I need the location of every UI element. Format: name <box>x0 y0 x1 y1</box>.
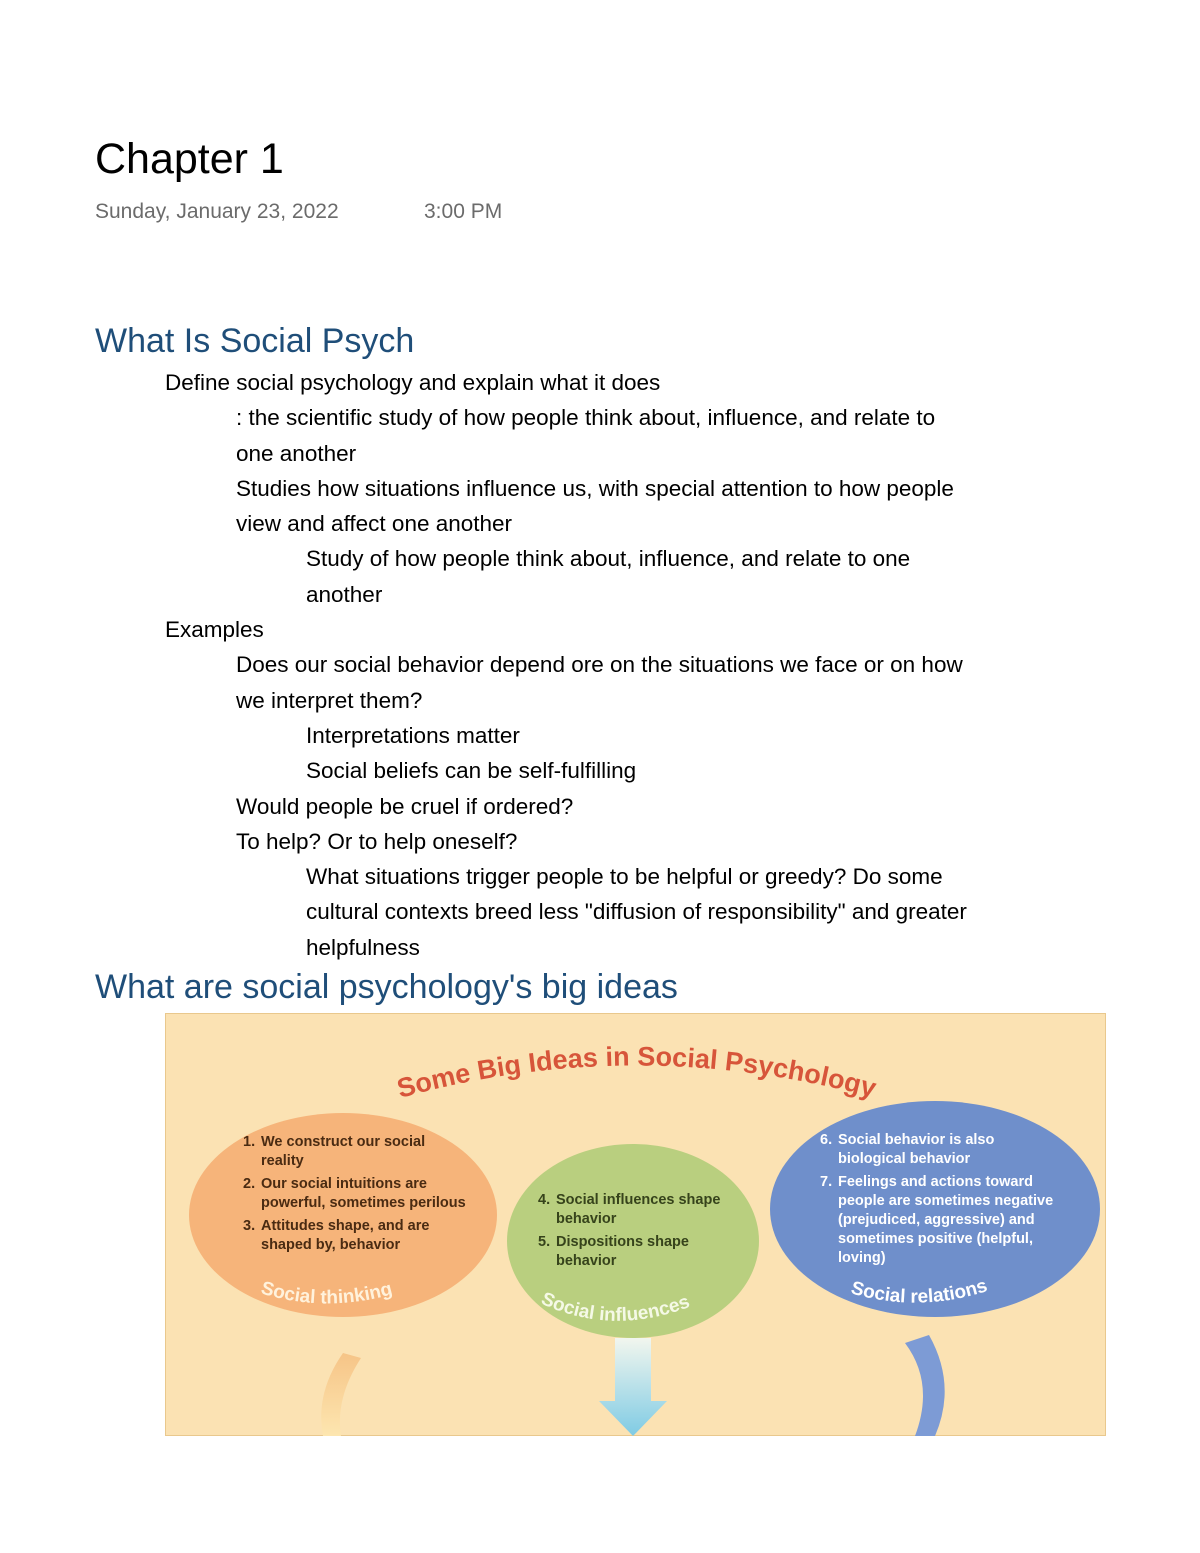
idea-item: 4. Social influences shape behavior <box>538 1192 721 1227</box>
outline-line: : the scientific study of how people think about, influence, and relate to <box>236 405 936 431</box>
outline-line: Define social psychology and explain what it does <box>165 370 661 395</box>
outline-line: helpfulness <box>306 934 420 960</box>
outline-line: view and affect one another <box>236 511 513 537</box>
idea-item: 7. Feelings and actions toward people are sometimes negative (prejudiced, aggressive) and sometimes positive (helpful, loving) <box>820 1174 1054 1266</box>
social-relations-label: Social relations <box>848 1275 990 1308</box>
idea-item: 1. We construct our social reality <box>243 1134 426 1169</box>
big-ideas-figure <box>165 1013 1106 1436</box>
figure-title: Some Big Ideas in Social Psychology <box>393 1041 880 1104</box>
relations-arrow <box>905 1335 945 1436</box>
outline-notes <box>95 365 1115 965</box>
outline-line: Does our social behavior depend ore on the situations we face or on how <box>236 652 963 678</box>
social-thinking-items <box>243 1133 468 1259</box>
thinking-arrow <box>321 1353 361 1436</box>
note-date: Sunday, January 23, 2022 <box>95 200 339 223</box>
social-relations-items <box>820 1131 1060 1272</box>
idea-item: 3. Attitudes shape, and are shaped by, behavior <box>243 1218 430 1253</box>
outline-line: Would people be cruel if ordered? <box>236 793 574 819</box>
svg-text:Some Big Ideas in Social Psych <box>394 1041 879 1103</box>
social-thinking-label: Social thinking <box>258 1277 395 1309</box>
outline-line: Social beliefs can be self-fulfilling <box>306 758 637 784</box>
outline-line: one another <box>236 440 357 466</box>
section-heading-what-is-social-psych: What Is Social Psych <box>95 322 415 360</box>
idea-item: 2. Our social intuitions are powerful, sometimes perilous <box>243 1176 466 1211</box>
outline-line: Studies how situations influence us, with special attention to how people <box>236 475 954 501</box>
outline-line: Interpretations matter <box>306 722 520 748</box>
outline-line: we interpret them? <box>236 687 423 713</box>
social-influences-label: Social influences <box>538 1288 693 1326</box>
influences-arrow <box>599 1338 667 1436</box>
outline-line: To help? Or to help oneself? <box>236 828 518 854</box>
outline-line: cultural contexts breed less "diffusion of responsibility" and greater <box>306 899 967 925</box>
note-time: 3:00 PM <box>424 200 503 223</box>
page-title: Chapter 1 <box>95 135 284 183</box>
outline-line: another <box>306 581 383 607</box>
idea-item: 5. Dispositions shape behavior <box>538 1234 689 1269</box>
section-heading-big-ideas: What are social psychology's big ideas <box>95 968 678 1006</box>
outline-line: Examples <box>165 617 264 643</box>
social-influences-items <box>538 1191 743 1275</box>
idea-item: 6. Social behavior is also biological behavior <box>820 1132 995 1167</box>
outline-line: Study of how people think about, influence, and relate to one <box>306 546 911 572</box>
outline-line: What situations trigger people to be helpful or greedy? Do some <box>306 864 943 890</box>
